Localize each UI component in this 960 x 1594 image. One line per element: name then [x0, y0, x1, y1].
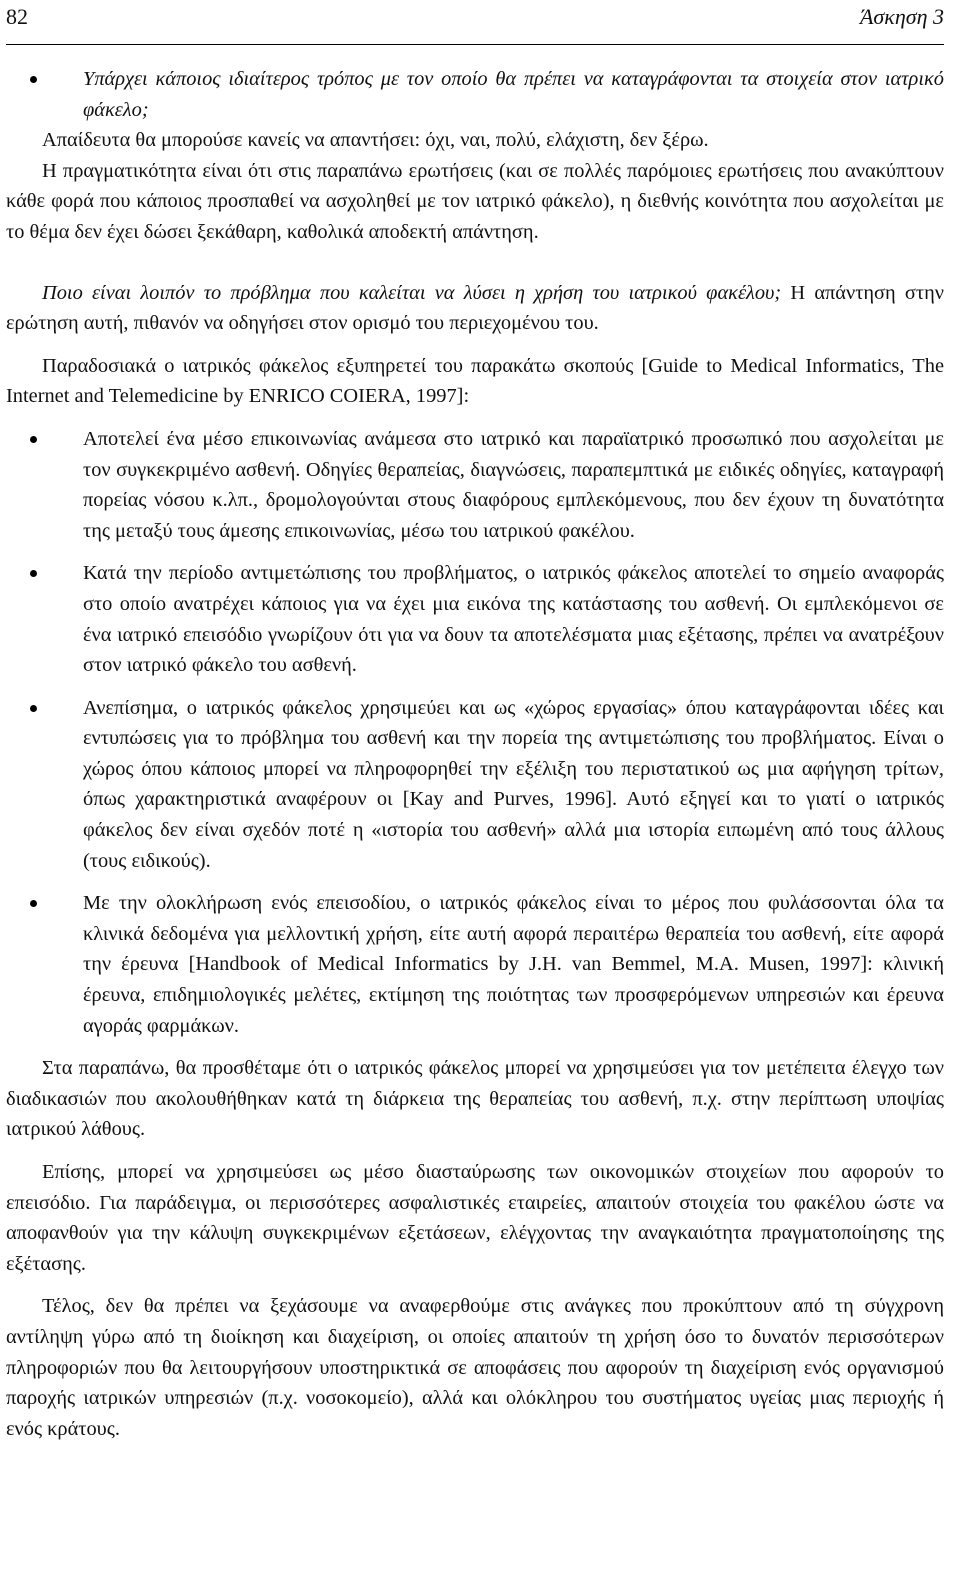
purpose-text: Ανεπίσημα, ο ιατρικός φάκελος χρησιμεύει και ως «χώρος εργασίας» όπου καταγράφονται ιδέες και εντυπώσεις για το πρόβλημα του ασθενή και την πορεία της αντιμετώπισης του προβλήματος. Είναι ο χώρος όπου κάποιος μπορεί να πληροφορηθεί την εξέλιξη του περιστατικού ως μια αφήγηση τρίτων, όπως χαρακτηριστικά αναφέρουν οι [Kay and Purves, 1996]. Αυτό εξηγεί και το γιατί ο ιατρικός φάκελος δεν είναι σχεδόν ποτέ η «ιστορία του ασθενή» αλλά μια ιστορία ειπωμένη από τους άλλους (τους ειδικούς).: [83, 696, 944, 872]
bullet-icon: [30, 900, 37, 907]
page-header: [6, 4, 944, 45]
question-followup: Η απάντηση στην ερώτηση αυτή, πιθανόν να οδηγήσει στον ορισμό του περιεχομένου του.: [6, 281, 944, 335]
bullet-icon: [30, 570, 37, 577]
paragraph-question: [6, 278, 944, 339]
page-number: 82: [6, 4, 28, 29]
bullet-icon: [30, 705, 37, 712]
purpose-item: [6, 558, 944, 680]
purpose-text: Με την ολοκλήρωση ενός επεισοδίου, ο ιατρικός φάκελος είναι το μέρος που φυλάσσονται όλα τα κλινικά δεδομένα για μελλοντική χρήση, είτε αυτή αφορά περαιτέρω θεραπεία του ασθενή, είτε αφορά την έρευνα [Handbook of Medical Informatics by J.H. van Bemmel, M.A. Musen, 1997]: κλινική έρευνα, επιδημιολογικές μελέτες, εκτίμηση της ποιότητας των προσφερόμενων υπηρεσιών και έρευνα αγοράς φαρμάκων.: [83, 892, 944, 1037]
question-list: [6, 64, 944, 125]
paragraph-economic: Επίσης, μπορεί να χρησιμεύσει ως μέσο διασταύρωσης των οικονομικών στοιχείων που αφορούν το επεισόδιο. Για παράδειγμα, οι περισσότερες ασφαλιστικές εταιρείες, απαιτούν στοιχεία του φακέλου ώστε να αποφανθούν για την κάλυψη συγκεκριμένων εξετάσεων, ελέγχοντας την αναγκαιότητα πραγματοποίησης της εξέτασης.: [6, 1161, 944, 1275]
running-title: Άσκηση 3: [859, 4, 944, 29]
question-item: [6, 64, 944, 125]
purpose-item: [6, 888, 944, 1041]
purpose-text: Κατά την περίοδο αντιμετώπισης του προβλήματος, ο ιατρικός φάκελος αποτελεί το σημείο αναφοράς στο οποίο ανατρέχει κάποιος για να έχει μια εικόνα της κατάστασης του ασθενή. Οι εμπλεκόμενοι σε ένα ιατρικό επεισόδιο γνωρίζουν ότι για να δουν τα αποτελέσματα μιας εξέτασης, πρέπει να ανατρέξουν στον ιατρικό φάκελο του ασθενή.: [83, 562, 944, 677]
bullet-icon: [30, 436, 37, 443]
purpose-text: Αποτελεί ένα μέσο επικοινωνίας ανάμεσα στο ιατρικό και παραϊατρικό προσωπικό που ασχολείται με τον συγκεκριμένο ασθενή. Οδηγίες θεραπείας, διαγνώσεις, παραπεμπτικά με ειδικές οδηγίες, καταγραφή πορείας νόσου κ.λπ., δρομολογούνται στους διαφόρους εμπλεκόμενους, που δεν έχουν τη δυνατότητα της μεταξύ τους άμεσης επικοινωνίας, μέσω του ιατρικού φακέλου.: [83, 427, 944, 542]
paragraph-reality: Η πραγματικότητα είναι ότι στις παραπάνω ερωτήσεις (και σε πολλές παρόμοιες ερωτήσεις που ανακύπτουν κάθε φορά που κάποιος προσπαθεί να ασχοληθεί με τον ιατρικό φάκελο), η διεθνής κοινότητα που ασχολείται με το θέμα δεν έχει δώσει ξεκάθαρη, καθολικά αποδεκτή απάντηση.: [6, 159, 944, 243]
page-body: [6, 64, 944, 1444]
bullet-icon: [30, 76, 37, 83]
purpose-item: [6, 424, 944, 546]
paragraph-addition: Στα παραπάνω, θα προσθέταμε ότι ο ιατρικός φάκελος μπορεί να χρησιμεύσει για τον μετέπειτα έλεγχο των διαδικασιών που ακολουθήθηκαν κατά τη διάρκεια της θεραπείας του ασθενή, π.χ. στην περίπτωση υποψίας ιατρικού λάθους.: [6, 1057, 944, 1141]
paragraph-finally: Τέλος, δεν θα πρέπει να ξεχάσουμε να αναφερθούμε στις ανάγκες που προκύπτουν από τη σύγχρονη αντίληψη γύρω από τη διοίκηση και διαχείριση, οι οποίες απαιτούν τη χρήση όσο το δυνατόν περισσότερων πληροφοριών που θα λειτουργήσουν υποστηρικτικά σε αποφάσεις που αφορούν τη διαχείριση ενός οργανισμού παροχής ιατρικών υπηρεσιών (π.χ. νοσοκομείο), αλλά και ολόκληρου του συστήματος υγείας μιας περιοχής ή ενός κράτους.: [6, 1295, 944, 1440]
question-italic: Ποιο είναι λοιπόν το πρόβλημα που καλείται να λύσει η χρήση του ιατρικού φακέλου;: [42, 281, 782, 304]
purposes-list: [6, 424, 944, 1041]
question-text: Υπάρχει κάποιος ιδιαίτερος τρόπος με τον οποίο θα πρέπει να καταγράφονται τα στοιχεία στον ιατρικό φάκελο;: [83, 68, 944, 121]
answer-line: Απαίδευτα θα μπορούσε κανείς να απαντήσει: όχι, ναι, πολύ, ελάχιστη, δεν ξέρω.: [42, 129, 709, 152]
paragraph-traditional: Παραδοσιακά ο ιατρικός φάκελος εξυπηρετεί του παρακάτω σκοπούς [Guide to Medical Informatics, The Internet and Telemedicine by ENRICO COIERA, 1997]:: [6, 354, 944, 408]
purpose-item: [6, 693, 944, 877]
